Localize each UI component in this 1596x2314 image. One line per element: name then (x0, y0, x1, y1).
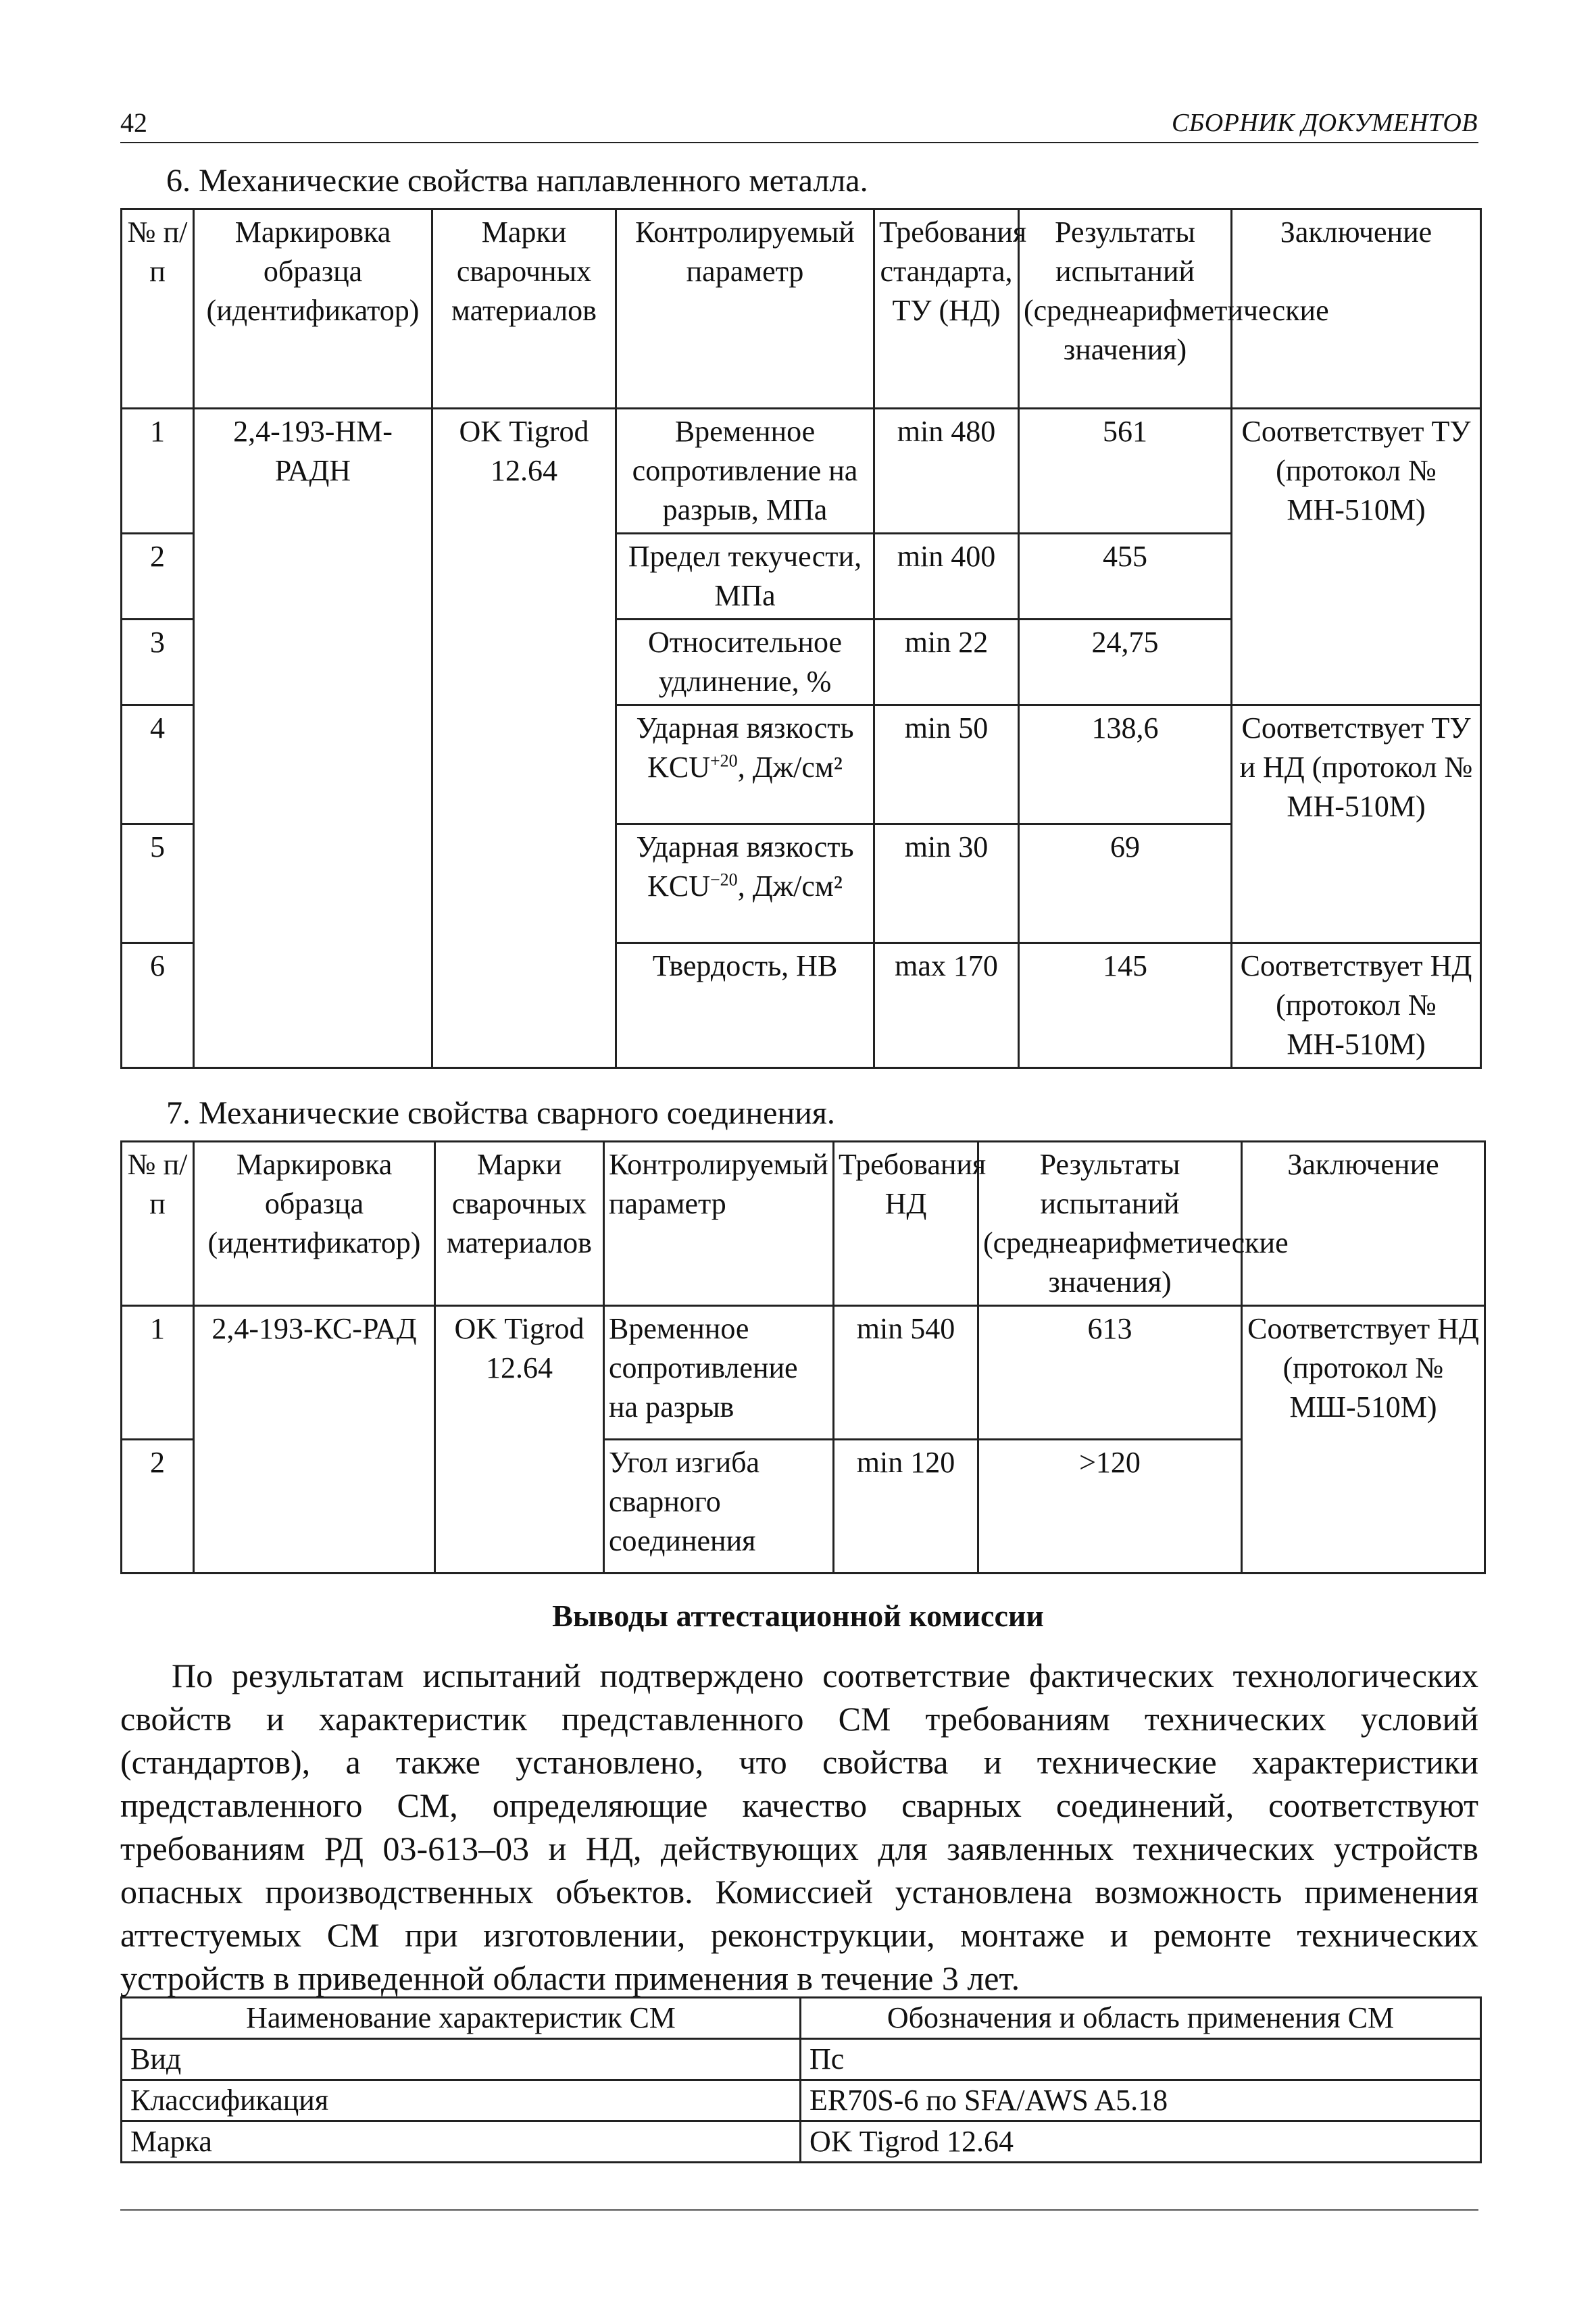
requirement: min 30 (874, 824, 1019, 943)
header-cell: № п/п (122, 209, 194, 409)
header-cell: Требования НД (834, 1142, 978, 1306)
table-header-row (122, 209, 1481, 409)
result: >120 (978, 1440, 1242, 1574)
param: Предел текучести, МПа (616, 534, 874, 620)
row-number: 1 (122, 1306, 194, 1440)
characteristic-value: ER70S-6 по SFA/AWS A5.18 (801, 2080, 1481, 2121)
table-row (122, 2039, 1481, 2080)
table-row (122, 409, 1481, 534)
conclusions-paragraph (120, 1654, 1478, 2000)
result: 138,6 (1019, 705, 1232, 824)
sample-id: 2,4-193-КС-РАД (194, 1306, 435, 1574)
result: 613 (978, 1306, 1242, 1440)
row-number: 4 (122, 705, 194, 824)
header-cell: Результаты испытаний (среднеарифметические значения) (978, 1142, 1242, 1306)
param-text: Ударная вязкость KCU (636, 830, 854, 903)
material: OK Tigrod 12.64 (432, 409, 616, 1068)
param: Временное сопротивление на разрыв, МПа (616, 409, 874, 534)
running-header: СБОРНИК ДОКУМЕНТОВ (1171, 109, 1478, 137)
header-cell: Маркировка образца (идентификатор) (194, 1142, 435, 1306)
table-row (122, 2080, 1481, 2121)
param-units: , Дж/см² (737, 870, 843, 903)
row-number: 5 (122, 824, 194, 943)
conclusion: Соответствует НД (протокол № МШ-510М) (1242, 1306, 1485, 1574)
conclusions-heading: Выводы аттестационной комиссии (552, 1599, 1044, 1633)
row-number: 1 (122, 409, 194, 534)
param-text: Ударная вязкость KCU (636, 711, 854, 784)
requirement: min 22 (874, 620, 1019, 705)
conclusion: Соответствует ТУ (протокол № МН-510М) (1232, 409, 1481, 705)
header-cell: Контролируемый параметр (616, 209, 874, 409)
header-cell: Результаты испытаний (среднеарифметические значения) (1019, 209, 1232, 409)
section-6-table (120, 208, 1482, 1069)
requirement: min 120 (834, 1440, 978, 1574)
row-number: 6 (122, 943, 194, 1068)
header-cell: Марки сварочных материалов (432, 209, 616, 409)
table-header-row (122, 1998, 1481, 2039)
footer-rule (120, 2209, 1478, 2211)
param-units: , Дж/см² (737, 751, 843, 784)
header-cell: Заключение (1232, 209, 1481, 409)
header-cell: Заключение (1242, 1142, 1485, 1306)
requirement: min 50 (874, 705, 1019, 824)
row-number: 3 (122, 620, 194, 705)
param: Твердость, НВ (616, 943, 874, 1068)
characteristic-value: Пс (801, 2039, 1481, 2080)
section-7-title: 7. Механические свойства сварного соединения. (166, 1095, 835, 1131)
characteristic-value: OK Tigrod 12.64 (801, 2121, 1481, 2163)
param: Временное сопротивление на разрыв (604, 1306, 834, 1440)
row-number: 2 (122, 534, 194, 620)
table-row (122, 2121, 1481, 2163)
page-number: 42 (120, 107, 147, 138)
table-row (122, 1306, 1485, 1440)
requirement: min 540 (834, 1306, 978, 1440)
characteristic-name: Классификация (122, 2080, 801, 2121)
characteristic-name: Марка (122, 2121, 801, 2163)
result: 24,75 (1019, 620, 1232, 705)
header-cell: Наименование характеристик СМ (122, 1998, 801, 2039)
conclusion: Соответствует ТУ и НД (протокол № МН-510М) (1232, 705, 1481, 943)
paragraph-text: По результатам испытаний подтверждено соответствие фактических технологических свойств и характеристик представленного СМ требованиям технических условий (стандартов), а также установлено, что свойства и технические характеристики представленного СМ, определяющие качество сварных соединений, соответствуют требованиям РД 03-613–03 и НД, действующих для заявленных технических устройств опасных производственных объектов. Комиссией установлена возможность применения аттестуемых СМ при изготовлении, реконструкции, монтаже и ремонте технических устройств в приведенной области применения в течение 3 лет. (120, 1657, 1478, 1997)
conclusion: Соответствует НД (протокол № МН-510М) (1232, 943, 1481, 1068)
param-superscript: +20 (710, 751, 738, 771)
header-rule (120, 142, 1478, 143)
result: 145 (1019, 943, 1232, 1068)
result: 561 (1019, 409, 1232, 534)
characteristic-name: Вид (122, 2039, 801, 2080)
section-7-table (120, 1140, 1486, 1574)
row-number: 2 (122, 1440, 194, 1574)
param (616, 705, 874, 824)
header-cell: Требования стандарта, ТУ (НД) (874, 209, 1019, 409)
header-cell: Контролируемый параметр (604, 1142, 834, 1306)
param: Относительное удлинение, % (616, 620, 874, 705)
result: 455 (1019, 534, 1232, 620)
result: 69 (1019, 824, 1232, 943)
requirement: min 480 (874, 409, 1019, 534)
param-superscript: −20 (710, 870, 738, 890)
header-cell: Обозначения и область применения СМ (801, 1998, 1481, 2039)
header-cell: Маркировка образца (идентификатор) (194, 209, 432, 409)
param (616, 824, 874, 943)
requirement: max 170 (874, 943, 1019, 1068)
header-cell: Марки сварочных материалов (435, 1142, 604, 1306)
requirement: min 400 (874, 534, 1019, 620)
table-header-row (122, 1142, 1485, 1306)
header-cell: № п/п (122, 1142, 194, 1306)
sample-id: 2,4-193-НМ-РАДН (194, 409, 432, 1068)
section-6-title: 6. Механические свойства наплавленного металла. (166, 163, 868, 199)
summary-table (120, 1996, 1482, 2163)
material: OK Tigrod 12.64 (435, 1306, 604, 1574)
param: Угол изгиба сварного соединения (604, 1440, 834, 1574)
